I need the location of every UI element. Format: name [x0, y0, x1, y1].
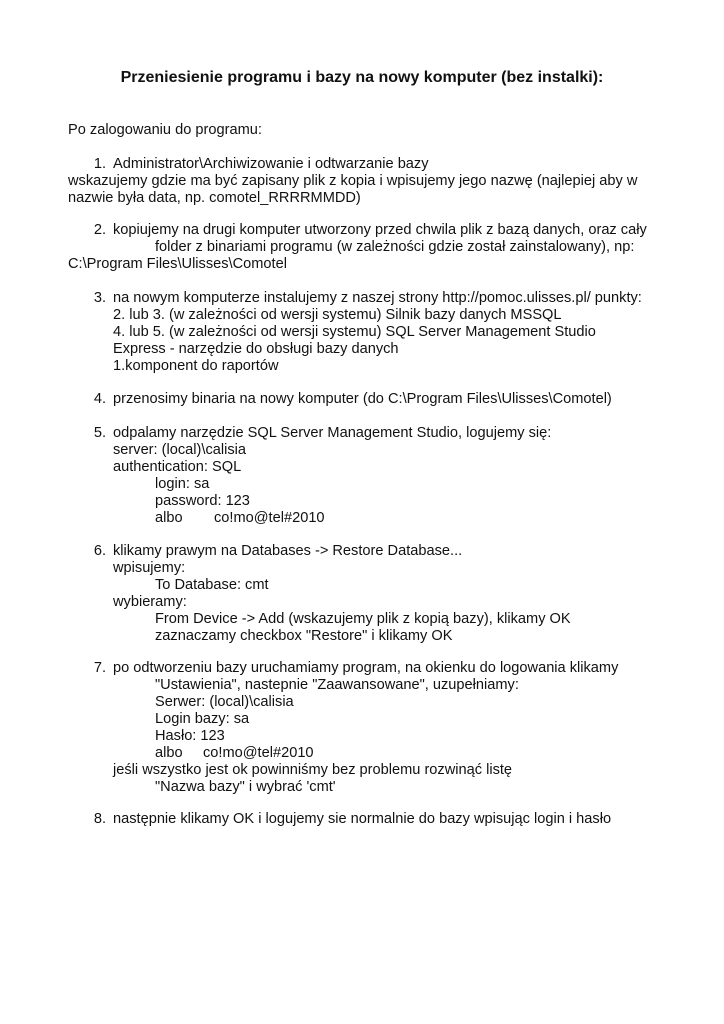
- step-7-line-4: Hasło: 123: [155, 728, 225, 744]
- step-3-text: na nowym komputerze instalujemy z naszej strony http://pomoc.ulisses.pl/ punkty:: [113, 290, 642, 306]
- step-5-line-5: albo: [155, 510, 183, 526]
- step-1-number: 1.: [93, 156, 106, 172]
- step-5-line-2: authentication: SQL: [113, 459, 242, 475]
- step-5-line-4: password: 123: [155, 493, 250, 509]
- step-5-text: odpalamy narzędzie SQL Server Management Studio, logujemy się:: [113, 425, 552, 441]
- step-2-line-1: folder z binariami programu (w zależności gdzie został zainstalowany), np:: [155, 239, 635, 255]
- step-6-text: klikamy prawym na Databases -> Restore Database...: [113, 543, 463, 559]
- page-title: Przeniesienie programu i bazy na nowy komputer (bez instalki):: [120, 69, 604, 86]
- step-2-line-2: C:\Program Files\Ulisses\Comotel: [68, 256, 287, 272]
- step-6-line-1: wpisujemy:: [113, 560, 186, 576]
- step-7-line-6: co!mo@tel#2010: [203, 745, 314, 761]
- step-6-line-5: zaznaczamy checkbox "Restore" i klikamy OK: [155, 628, 453, 644]
- step-7-line-3: Login bazy: sa: [155, 711, 250, 727]
- step-7-line-1: "Ustawienia", nastepnie "Zaawansowane", uzupełniamy:: [155, 677, 519, 693]
- step-3-number: 3.: [93, 290, 106, 306]
- step-3-line-3: Express - narzędzie do obsługi bazy danych: [113, 341, 399, 357]
- step-8-number: 8.: [93, 811, 106, 827]
- step-6-line-2: To Database: cmt: [155, 577, 269, 593]
- intro-text: Po zalogowaniu do programu:: [68, 122, 262, 138]
- step-1-text: Administrator\Archiwizowanie i odtwarzanie bazy: [113, 156, 429, 172]
- step-6-number: 6.: [93, 543, 106, 559]
- step-7-text: po odtworzeniu bazy uruchamiamy program, na okienku do logowania klikamy: [113, 660, 619, 676]
- step-2-number: 2.: [93, 222, 106, 238]
- step-7-number: 7.: [93, 660, 106, 676]
- step-3-line-4: 1.komponent do raportów: [113, 358, 279, 374]
- step-4-text: przenosimy binaria na nowy komputer (do C:\Program Files\Ulisses\Comotel): [113, 391, 612, 407]
- step-5-line-6: co!mo@tel#2010: [214, 510, 325, 526]
- step-5-number: 5.: [93, 425, 106, 441]
- step-3-line-2: 4. lub 5. (w zależności od wersji systemu) SQL Server Management Studio: [113, 324, 596, 340]
- step-6-line-3: wybieramy:: [113, 594, 187, 610]
- step-5-line-3: login: sa: [155, 476, 210, 492]
- step-5-line-1: server: (local)\calisia: [113, 442, 246, 458]
- step-6-line-4: From Device -> Add (wskazujemy plik z kopią bazy), klikamy OK: [155, 611, 571, 627]
- step-8-text: następnie klikamy OK i logujemy sie normalnie do bazy wpisując login i hasło: [113, 811, 612, 827]
- step-3-line-1: 2. lub 3. (w zależności od wersji systemu) Silnik bazy danych MSSQL: [113, 307, 562, 323]
- step-7-line-5: albo: [155, 745, 183, 761]
- step-4-number: 4.: [93, 391, 106, 407]
- step-7-line-8: "Nazwa bazy" i wybrać 'cmt': [155, 779, 336, 795]
- step-1-line-1: wskazujemy gdzie ma być zapisany plik z kopia i wpisujemy jego nazwę (najlepiej aby w: [68, 173, 638, 189]
- step-7-line-2: Serwer: (local)\calisia: [155, 694, 294, 710]
- step-2-text: kopiujemy na drugi komputer utworzony przed chwila plik z bazą danych, oraz cały: [113, 222, 647, 238]
- step-1-line-2: nazwie była data, np. comotel_RRRRMMDD): [68, 190, 361, 206]
- step-7-line-7: jeśli wszystko jest ok powinniśmy bez problemu rozwinąć listę: [113, 762, 513, 778]
